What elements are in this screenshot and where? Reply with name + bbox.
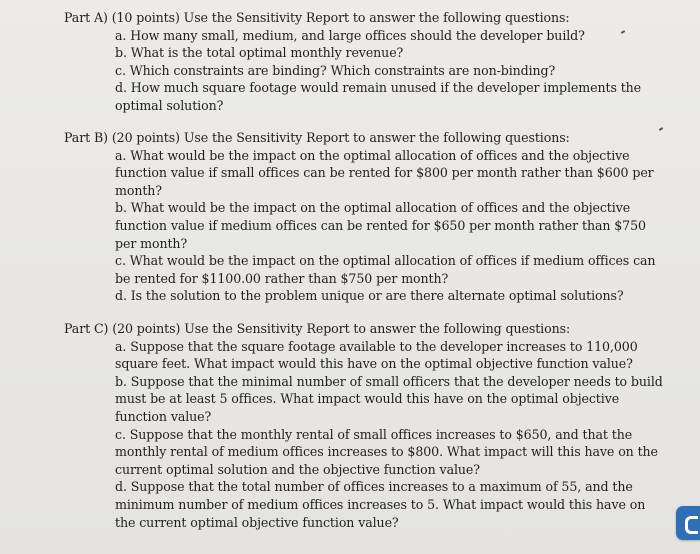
question-item: a. How many small, medium, and large offices should the developer build? bbox=[115, 27, 585, 43]
part-b-header: Part B) (20 points) Use the Sensitivity Report to answer the following questions: bbox=[64, 130, 570, 145]
app-overlay-icon[interactable] bbox=[676, 506, 700, 540]
part-a-header: Part A) (10 points) Use the Sensitivity Report to answer the following questions: bbox=[64, 10, 570, 25]
part-c-header: Part C) (20 points) Use the Sensitivity Report to answer the following questions: bbox=[64, 321, 571, 336]
part-b-section bbox=[64, 129, 664, 305]
question-item: c. Suppose that the monthly rental of small offices increases to $650, and that the monthly rental of medium offices increases to $800. What impact will this have on the current optimal solution and the objective function value? bbox=[115, 426, 658, 477]
question-item: a. Suppose that the square footage available to the developer increases to 110,000 square feet. What impact would this have on the optimal objective function value? bbox=[115, 338, 638, 372]
question-item: b. Suppose that the minimal number of small officers that the developer needs to build must be at least 5 offices. What impact would this have on the optimal objective function value? bbox=[115, 373, 663, 424]
question-item: b. What would be the impact on the optimal allocation of offices and the objective function value if medium offices can be rented for $650 per month rather than $750 per month? bbox=[115, 200, 646, 251]
question-item: d. Is the solution to the problem unique or are there alternate optimal solutions? bbox=[115, 288, 624, 304]
part-a-section bbox=[64, 9, 664, 115]
question-item: a. What would be the impact on the optimal allocation of offices and the objective function value if small offices can be rented for $800 per month rather than $600 per month? bbox=[115, 147, 654, 198]
question-item: c. Which constraints are binding? Which constraints are non-binding? bbox=[115, 62, 556, 78]
question-item: d. How much square footage would remain unused if the developer implements the optimal solution? bbox=[115, 80, 642, 113]
part-b-questions bbox=[115, 147, 664, 305]
part-a-questions bbox=[115, 27, 664, 115]
question-item: b. What is the total optimal monthly revenue? bbox=[115, 45, 404, 61]
part-c-section bbox=[64, 320, 664, 531]
question-item: d. Suppose that the total number of offices increases to a maximum of 55, and the minimum number of medium offices increases to 5. What impact would this have on the current optimal objective function value? bbox=[115, 479, 646, 530]
question-item: c. What would be the impact on the optimal allocation of offices if medium offices can be rented for $1100.00 rather than $750 per month? bbox=[115, 253, 656, 286]
part-c-questions bbox=[115, 338, 664, 532]
